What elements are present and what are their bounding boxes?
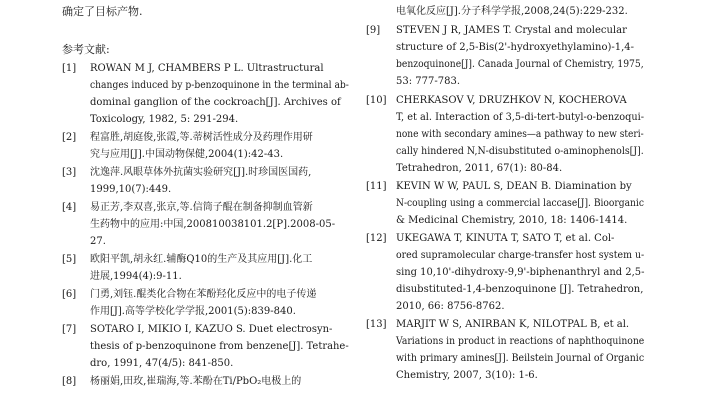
reference-line: 究与应用[J].中国动物保健,2004(1):42-43. [90, 149, 284, 160]
reference-number: [11] [366, 181, 387, 192]
reference-number: [12] [366, 233, 387, 244]
reference-line: ROWAN M J, CHAMBERS P L. Ultrastructural [90, 63, 324, 74]
reference-line: MARJIT W S, ANIRBAN K, NILOTPAL B, et al. [396, 319, 630, 330]
reference-line: SOTARO I, MIKIO I, KAZUO S. Duet electrosyn- [90, 324, 333, 335]
reference-line: with primary amines[J]. Beilstein Journal of Organic [396, 353, 645, 364]
reference-number: [6] [62, 289, 77, 300]
reference-line: disubstituted-1,4-benzoquinone [J]. Tetrahedron, [396, 284, 644, 295]
reference-line: UKEGAWA T, KINUTA T, SATO T, et al. Col- [396, 233, 615, 244]
reference-line: none with secondary amines—a pathway to new steri- [396, 129, 644, 140]
reference-line: 沈逸萍.风眼草体外抗菌实验研究[J].时珍国医国药, [90, 167, 312, 178]
reference-number: [8] [62, 376, 77, 387]
reference-line: Toxicology, 1982, 5: 291-294. [90, 114, 239, 125]
reference-line: T, et al. Interaction of 3,5-di-tert-butyl-o-benzoqui- [396, 112, 645, 123]
reference-line: changes induced by p-benzoquinone in the terminal ab- [90, 80, 349, 91]
reference-line: 杨丽娟,田玫,崔瑞海,等.苯酚在Ti/PbO₂电极上的 [90, 376, 302, 387]
reference-line: 欧阳平凯,胡永红.辅酶Q10的生产及其应用[J].化工 [90, 254, 313, 265]
reference-line: CHERKASOV V, DRUZHKOV N, KOCHEROVA [396, 95, 627, 106]
reference-line: & Medicinal Chemistry, 2010, 18: 1406-1414. [396, 215, 628, 226]
reference-line: 生药物中的应用:中国,200810038101.2[P].2008-05- [90, 219, 336, 230]
reference-number: [10] [366, 95, 387, 106]
reference-line: N-coupling using a commercial laccase[J]. Bioorganic [396, 198, 644, 209]
reference-line: 27. [90, 236, 106, 247]
reference-number: [3] [62, 167, 77, 178]
reference-number: [4] [62, 202, 77, 213]
reference-line: 门勇,刘钰.醌类化合物在苯酚羟化反应中的电子传递 [90, 289, 317, 300]
reference-number: [7] [62, 324, 77, 335]
reference-line: sing 10,10'-dihydroxy-9,9'-biphenanthryl and 2,5- [396, 267, 645, 278]
reference-line: dro, 1991, 47(4/5): 841-850. [90, 358, 234, 369]
reference-line: structure of 2,5-Bis(2'-hydroxyethylamino)-1,4- [396, 42, 635, 53]
reference-number: [1] [62, 63, 77, 74]
reference-line: 1999,10(7):449. [90, 184, 172, 195]
reference-line: 作用[J].高等学校化学学报,2001(5):839-840. [90, 306, 296, 317]
reference-line: KEVIN W W, PAUL S, DEAN B. Diamination by [396, 181, 632, 192]
continuation-line: 电氧化反应[J].分子科学学报,2008,24(5):229-232. [396, 6, 628, 17]
reference-number: [13] [366, 319, 387, 330]
reference-line: Variations in product in reactions of naphthoquinone [396, 336, 645, 347]
reference-number: [5] [62, 254, 77, 265]
reference-number: [2] [62, 132, 77, 143]
reference-line: cally hindered N,N-disubstituted o-aminophenols[J]. [396, 146, 644, 157]
reference-line: 程富胜,胡庭俊,张霞,等.蒂树活性成分及药理作用研 [90, 132, 313, 143]
reference-line: ored supramolecular charge-transfer host system u- [396, 250, 645, 261]
reference-line: 进展,1994(4):9-11. [90, 271, 182, 282]
reference-line: thesis of p-benzoquinone from benzene[J]. Tetrahe- [90, 341, 349, 352]
reference-line: 2010, 66: 8756-8762. [396, 301, 505, 312]
lead-text: 确定了目标产物. [62, 5, 143, 18]
reference-number: [9] [366, 25, 381, 36]
reference-line: 53: 777-783. [396, 76, 461, 87]
reference-line: Tetrahedron, 2011, 67(1): 80-84. [396, 163, 563, 174]
references-heading: 参考文献: [62, 43, 110, 56]
reference-line: STEVEN J R, JAMES T. Crystal and molecular [396, 25, 627, 36]
reference-line: dominal ganglion of the cockroach[J]. Archives of [90, 97, 341, 108]
reference-line: benzoquinone[J]. Canada Journal of Chemistry, 1975, [396, 59, 644, 70]
reference-line: Chemistry, 2007, 3(10): 1-6. [396, 370, 538, 381]
reference-line: 易正芳,李双喜,张京,等.信筒子醌在制备抑制血管新 [90, 202, 313, 213]
